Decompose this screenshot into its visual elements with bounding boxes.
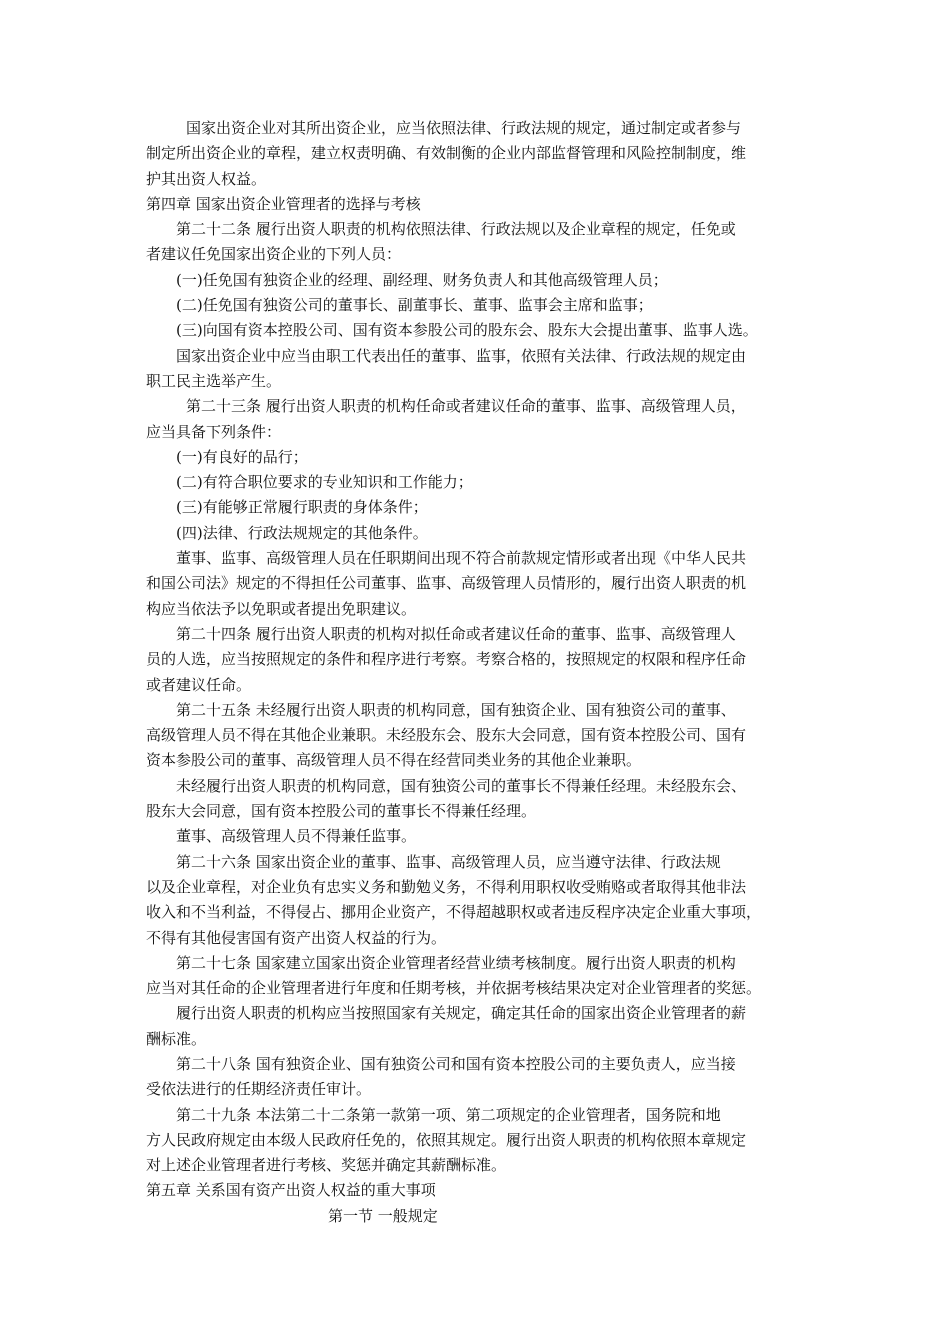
text-line: 职工民主选举产生。 <box>146 371 282 390</box>
article-28 <box>146 1052 812 1103</box>
text-line: 国家出资企业对其所出资企业，应当依照法律、行政法规的规定，通过制定或者参与 <box>186 119 742 137</box>
text-line: 对上述企业管理者进行考核、奖惩并确定其薪酬标准。 <box>146 1156 507 1175</box>
document-body <box>146 116 812 1229</box>
text-line: 受依法进行的任期经济责任审计。 <box>146 1080 372 1099</box>
text-line: 履行出资人职责的机构应当按照国家有关规定，确定其任命的国家出资企业管理者的薪 <box>176 1004 747 1023</box>
section-1-title: 第一节 一般规定 <box>328 1206 438 1225</box>
list-item: (三)有能够正常履行职责的身体条件； <box>176 498 428 517</box>
list-item: (三)向国有资本控股公司、国有资本参股公司的股东会、股东大会提出董事、监事人选。 <box>176 321 758 340</box>
article-22 <box>146 217 812 394</box>
article-27 <box>146 951 812 1052</box>
text-line: 董事、监事、高级管理人员在任职期间出现不符合前款规定情形或者出现《中华人民共 <box>176 549 747 568</box>
article-25 <box>146 698 812 850</box>
text-line: 国家出资企业中应当由职工代表出任的董事、监事，依照有关法律、行政法规的规定由 <box>176 346 747 365</box>
chapter-4-title: 第四章 国家出资企业管理者的选择与考核 <box>146 194 421 213</box>
text-line: 者建议任免国家出资企业的下列人员： <box>146 245 402 264</box>
article-24 <box>146 622 812 698</box>
text-line: 和国公司法》规定的不得担任公司董事、监事、高级管理人员情形的，履行出资人职责的机 <box>146 574 747 593</box>
text-line: 酬标准。 <box>146 1029 207 1048</box>
text-line: 第二十五条 未经履行出资人职责的机构同意，国有独资企业、国有独资公司的董事、 <box>176 700 736 719</box>
text-line: 第二十六条 国家出资企业的董事、监事、高级管理人员，应当遵守法律、行政法规 <box>176 852 721 871</box>
text-line: 或者建议任命。 <box>146 675 252 694</box>
text-line: 不得有其他侵害国有资产出资人权益的行为。 <box>146 928 447 947</box>
text-line: 高级管理人员不得在其他企业兼职。未经股东会、股东大会同意，国有资本控股公司、国有 <box>146 726 747 745</box>
text-line: 制定所出资企业的章程，建立权责明确、有效制衡的企业内部监督管理和风险控制制度，维 <box>146 144 747 163</box>
text-line: 资本参股公司的董事、高级管理人员不得在经营同类业务的其他企业兼职。 <box>146 751 642 770</box>
text-line: 方人民政府规定由本级人民政府任免的，依照其规定。履行出资人职责的机构依照本章规定 <box>146 1130 747 1149</box>
list-item: (一)任免国有独资企业的经理、副经理、财务负责人和其他高级管理人员； <box>176 270 668 289</box>
text-line: 员的人选，应当按照规定的条件和程序进行考察。考察合格的，按照规定的权限和程序任命 <box>146 650 747 669</box>
text-line: 第二十八条 国有独资企业、国有独资公司和国有资本控股公司的主要负责人，应当接 <box>176 1054 736 1073</box>
text-line: 护其出资人权益。 <box>146 169 267 188</box>
text-line: 第二十二条 履行出资人职责的机构依照法律、行政法规以及企业章程的规定，任免或 <box>176 220 736 239</box>
article-23 <box>146 394 812 622</box>
text-line: 股东大会同意，国有资本控股公司的董事长不得兼任经理。 <box>146 802 537 821</box>
chapter-5-title: 第五章 关系国有资产出资人权益的重大事项 <box>146 1181 436 1200</box>
text-line: 第二十七条 国家建立国家出资企业管理者经营业绩考核制度。履行出资人职责的机构 <box>176 953 736 972</box>
text-line: 第二十四条 履行出资人职责的机构对拟任命或者建议任命的董事、监事、高级管理人 <box>176 624 736 643</box>
list-item: (四)法律、行政法规规定的其他条件。 <box>176 523 428 542</box>
list-item: (一)有良好的品行； <box>176 447 308 466</box>
text-line: 第二十三条 履行出资人职责的机构任命或者建议任命的董事、监事、高级管理人员， <box>186 397 746 416</box>
list-item: (二)有符合职位要求的专业知识和工作能力； <box>176 473 473 492</box>
text-line: 董事、高级管理人员不得兼任监事。 <box>176 827 417 846</box>
text-line: 以及企业章程，对企业负有忠实义务和勤勉义务，不得利用职权收受贿赂或者取得其他非法 <box>146 877 747 896</box>
paragraph-charter <box>146 116 812 192</box>
article-26 <box>146 850 812 951</box>
text-line: 构应当依法予以免职或者提出免职建议。 <box>146 599 417 618</box>
article-29 <box>146 1103 812 1179</box>
text-line: 应当具备下列条件： <box>146 422 282 441</box>
text-line: 第二十九条 本法第二十二条第一款第一项、第二项规定的企业管理者，国务院和地 <box>176 1105 721 1124</box>
text-line: 收入和不当利益，不得侵占、挪用企业资产，不得超越职权或者违反程序决定企业重大事项， <box>146 903 762 922</box>
text-line: 未经履行出资人职责的机构同意，国有独资公司的董事长不得兼任经理。未经股东会、 <box>176 776 747 795</box>
list-item: (二)任免国有独资公司的董事长、副董事长、董事、监事会主席和监事； <box>176 296 653 315</box>
text-line: 应当对其任命的企业管理者进行年度和任期考核，并依据考核结果决定对企业管理者的奖惩。 <box>146 979 762 998</box>
